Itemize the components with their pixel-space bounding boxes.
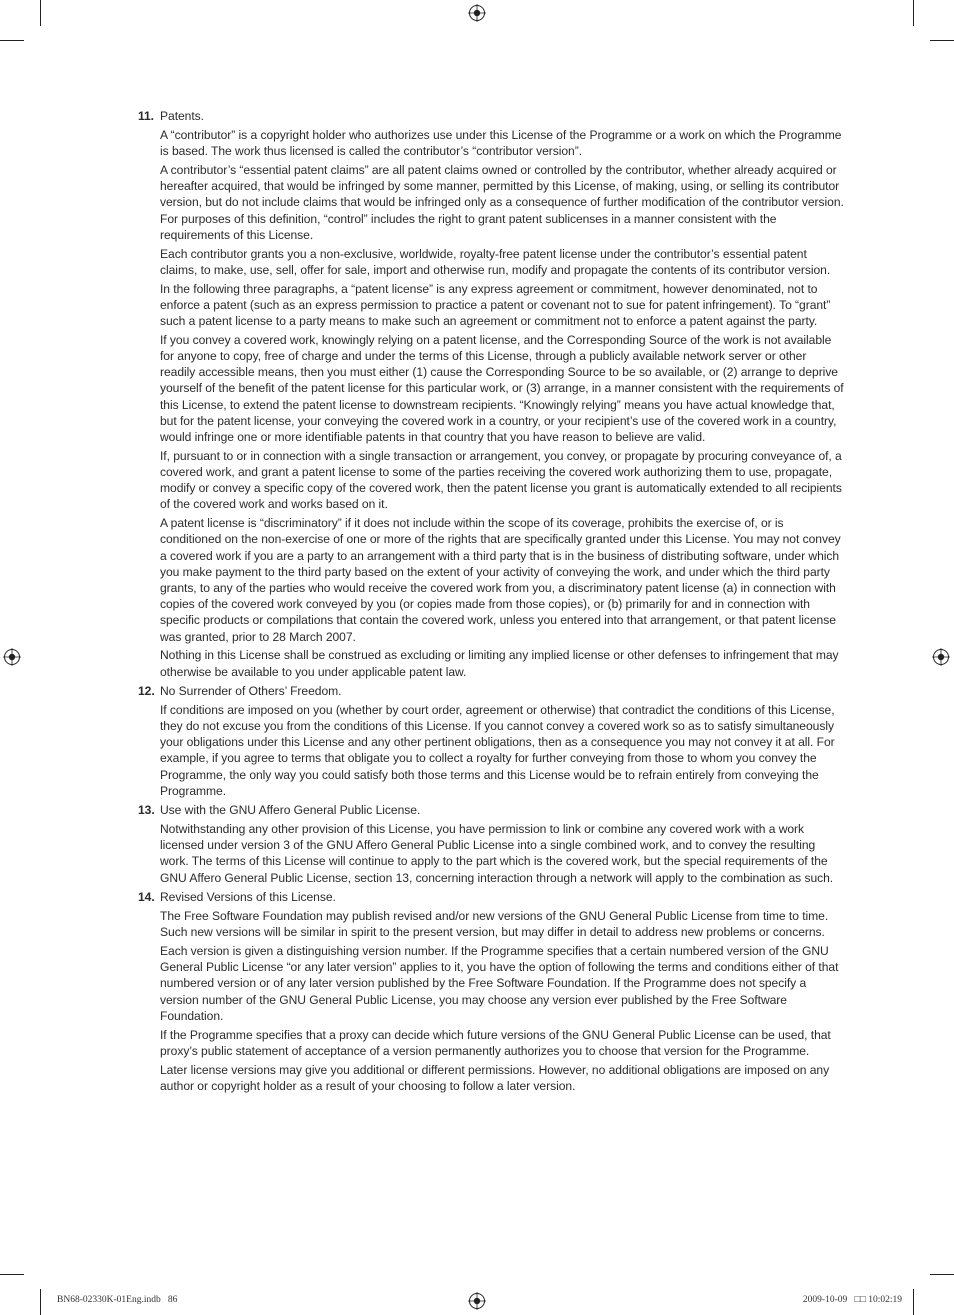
crop-mark <box>913 1289 914 1315</box>
crop-mark <box>0 1274 24 1275</box>
paragraph: Each contributor grants you a non-exclusive, worldwide, royalty-free patent license under the contributor’s essential patent claims, to make, use, sell, offer for sale, import and otherwise run, modify and propagate the contents of its contributor version. <box>160 246 831 277</box>
section-title: Patents. <box>160 109 204 123</box>
crop-mark <box>930 40 954 41</box>
paragraph: Later license versions may give you additional or different permissions. However, no additional obligations are imposed on any author or copyright holder as a result of your choosing to follow a later version. <box>160 1062 830 1093</box>
license-text <box>138 108 844 1097</box>
registration-mark-icon <box>3 648 21 666</box>
registration-mark-icon <box>468 4 486 22</box>
paragraph: If you convey a covered work, knowingly relying on a patent license, and the Corresponding Source of the work is not available for anyone to copy, free of charge and under the terms of this License, through a publicly available network server or other readily accessible means, then you must either (1) cause the Corresponding Source to be so available, or (2) arrange to deprive yourself of the benefit of the patent license for this particular work, or (3) arrange, in a manner consistent with the requirements of this License, to extend the patent license to downstream recipients. “Knowingly relying” means you have actual knowledge that, but for the patent license, your conveying the covered work in a country, or your recipient’s use of the covered work in a country, would infringe one or more identifiable patents in that country that you have reason to believe are valid. <box>160 332 844 445</box>
section-number: 11. <box>138 109 154 123</box>
paragraph: Notwithstanding any other provision of this License, you have permission to link or combine any covered work with a work licensed under version 3 of the GNU Affero General Public License into a single combined work, and to convey the resulting work. The terms of this License will continue to apply to the part which is the covered work, but the special requirements of the GNU Affero General Public License, section 13, concerning interaction through a network will apply to the combination as such. <box>160 822 834 885</box>
section-heading <box>138 802 844 819</box>
section-13 <box>138 802 844 886</box>
paragraph: If the Programme specifies that a proxy can decide which future versions of the GNU General Public License can be used, that proxy’s public statement of acceptance of a version permanently authorizes you to choose that version for the Programme. <box>160 1027 831 1058</box>
section-number: 13. <box>138 803 155 818</box>
registration-mark-icon <box>932 648 950 666</box>
crop-mark <box>40 1289 41 1315</box>
paragraph: In the following three paragraphs, a “patent license” is any express agreement or commitment, however denominated, not to enforce a patent (such as an express permission to practice a patent or covenant not to sue for patent infringement). To “grant” such a patent license to a party means to make such an agreement or commitment not to enforce a patent against the party. <box>160 281 831 329</box>
paragraph: Each version is given a distinguishing version number. If the Programme specifies that a certain numbered version of the GNU General Public License “or any later version” applies to it, you have the option of following the terms and conditions either of that numbered version or of any later version published by the Free Software Foundation. If the Programme does not specify a version number of the GNU General Public License, you may choose any version ever published by the Free Software Foundation. <box>160 943 839 1023</box>
crop-mark <box>930 1274 954 1275</box>
section-title: Revised Versions of this License. <box>160 889 336 904</box>
paragraph: Nothing in this License shall be construed as excluding or limiting any implied license or other defenses to infringement that may otherwise be available to you under applicable patent law. <box>160 648 839 679</box>
section-heading <box>138 683 844 700</box>
footer-file-info: BN68-02330K-01Eng.indb 86 <box>57 1295 178 1305</box>
crop-mark <box>913 0 914 26</box>
paragraph: If, pursuant to or in connection with a single transaction or arrangement, you convey, or propagate by procuring conveyance of, a covered work, and grant a patent license to some of the parties receiving the covered work authorizing them to use, propagate, modify or convey a specific copy of the covered work, then the patent license you grant is automatically extended to all recipients of the covered work and works based on it. <box>160 448 842 512</box>
section-12 <box>138 683 844 799</box>
crop-mark <box>40 0 41 26</box>
registration-mark-icon <box>468 1292 486 1310</box>
paragraph: The Free Software Foundation may publish revised and/or new versions of the GNU General Public License from time to time. Such new versions will be similar in spirit to the present version, but may differ in detail to address new problems or concerns. <box>160 908 829 940</box>
paragraph: A “contributor” is a copyright holder who authorizes use under this License of the Programme or a work on which the Programme is based. The work thus licensed is called the contributor’s “contributor version”. <box>160 128 842 159</box>
footer-timestamp: 2009-10-09 □□ 10:02:19 <box>802 1295 902 1305</box>
section-11 <box>138 108 844 680</box>
section-title: Use with the GNU Affero General Public License. <box>160 803 421 818</box>
paragraph: A patent license is “discriminatory” if it does not include within the scope of its coverage, prohibits the exercise of, or is conditioned on the non-exercise of one or more of the rights that are specifically granted under this License. You may not convey a covered work if you are a party to an arrangement with a third party that is in the business of distributing software, under which you make payment to the third party based on the extent of your activity of conveying the work, and under which the third party grants, to any of the parties who would receive the covered work from you, a discriminatory patent license (a) in connection with copies of the covered work conveyed by you (or copies made from those copies), or (b) primarily for and in connection with specific products or compilations that contain the covered work, unless you entered into that arrangement, or that patent license was granted, prior to 28 March 2007. <box>160 516 841 644</box>
section-number: 12. <box>138 683 155 698</box>
section-14 <box>138 889 844 1094</box>
paragraph: If conditions are imposed on you (whether by court order, agreement or otherwise) that contradict the conditions of this License, they do not excuse you from the conditions of this License. If you cannot convey a covered work so as to satisfy simultaneously your obligations under this License and any other pertinent obligations, then as a consequence you may not convey it at all. For example, if you agree to terms that obligate you to collect a royalty for further conveying from those to whom you convey the Programme, the only way you could satisfy both those terms and this License would be to refrain entirely from conveying the Programme. <box>160 702 835 798</box>
paragraph: A contributor’s “essential patent claims” are all patent claims owned or controlled by the contributor, whether already acquired or hereafter acquired, that would be infringed by some manner, permitted by this License, of making, using, or selling its contributor version, but do not include claims that would be infringed only as a consequence of further modification of the contributor version. For purposes of this definition, “control” includes the right to grant patent sublicenses in a manner consistent with the requirements of this License. <box>160 163 844 242</box>
section-title: No Surrender of Others’ Freedom. <box>160 683 342 698</box>
section-number: 14. <box>138 889 155 904</box>
section-heading <box>138 108 844 125</box>
section-heading <box>138 889 844 906</box>
crop-mark <box>0 40 24 41</box>
